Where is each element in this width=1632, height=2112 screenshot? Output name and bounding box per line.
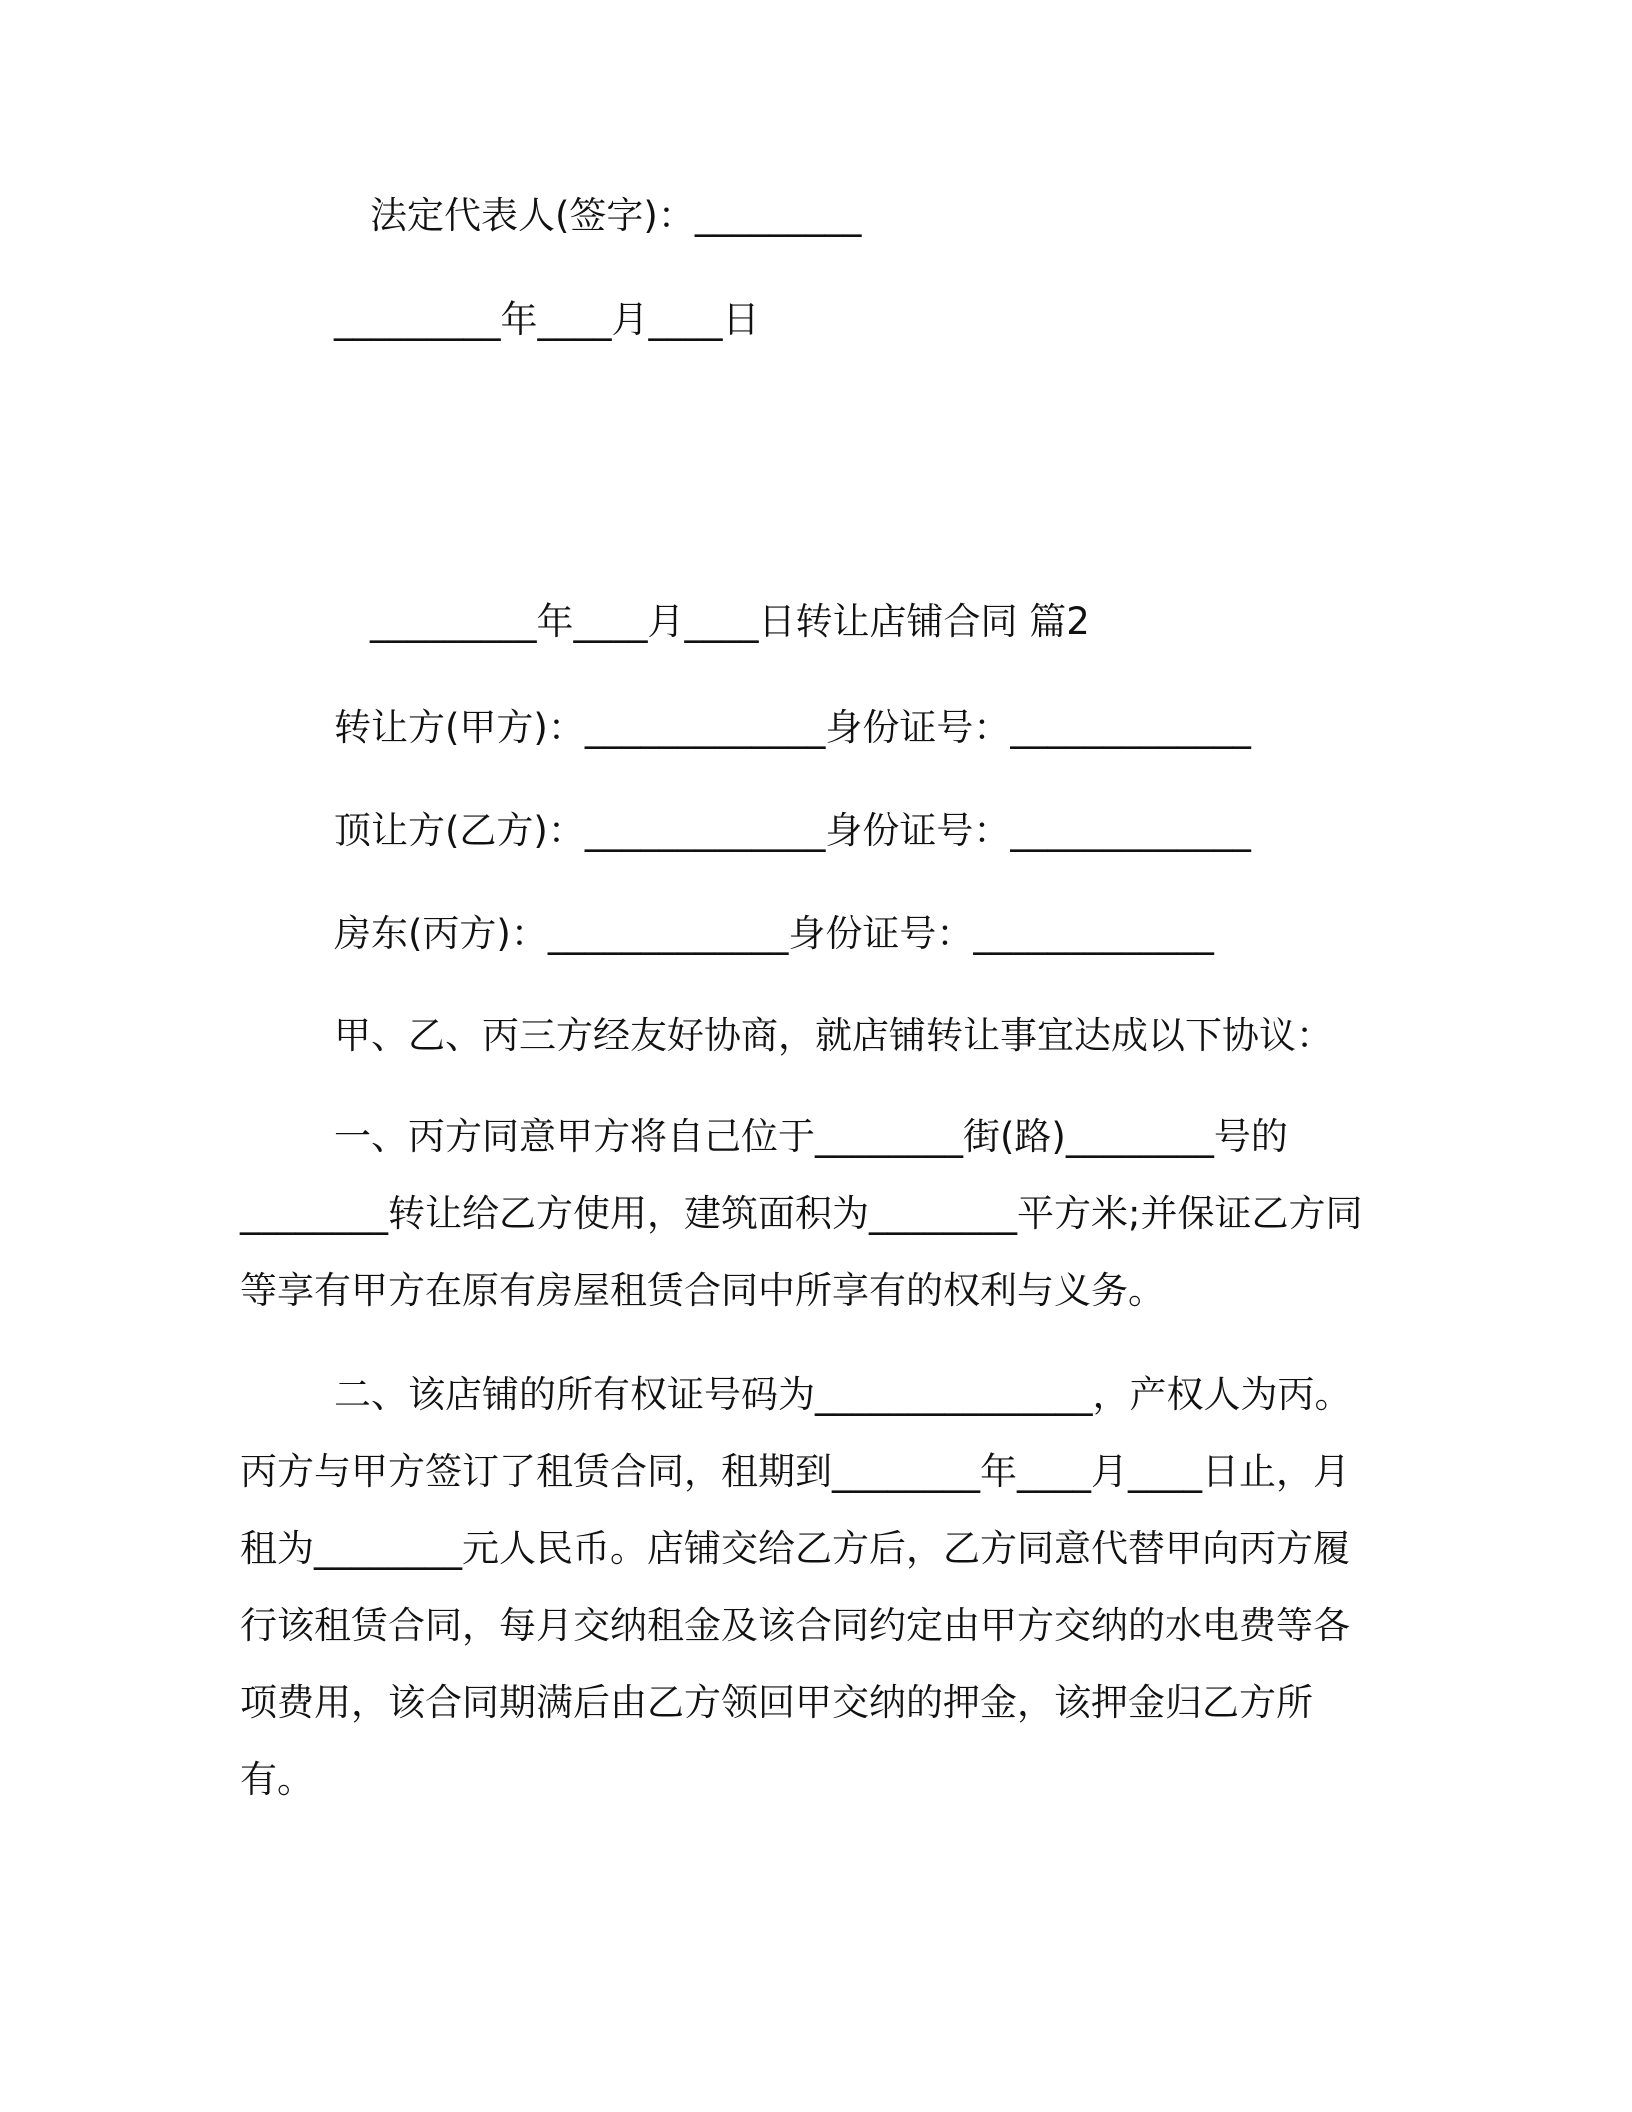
contract-title: _________年____月____日转让店铺合同 篇2 <box>370 600 1090 643</box>
legal-representative-signature-line: 法定代表人(签字)：_________ <box>370 194 862 237</box>
clause-1: 一、丙方同意甲方将自己位于________街(路)________号的________转让给乙方使用，建筑面积为________平方米;并保证乙方同等享有甲方在原有房屋租赁合同中所享有的权利与义务。 <box>240 1115 1363 1312</box>
clause-2: 二、该店铺的所有权证号码为_______________，产权人为丙。丙方与甲方签订了租赁合同，租期到________年____月____日止，月租为________元人民币。店铺交给乙方后，乙方同意代替甲向丙方履行该租赁合同，每月交纳租金及该合同约定由甲方交纳的水电费等各项费用，该合同期满后由乙方领回甲交纳的押金，该押金归乙方所有。 <box>240 1373 1352 1801</box>
signature-date-line: _________年____月____日 <box>334 298 760 341</box>
agreement-intro: 甲、乙、丙三方经友好协商，就店铺转让事宜达成以下协议： <box>334 1014 1333 1057</box>
party-c-line: 房东(丙方)：_____________身份证号：_____________ <box>334 912 1214 955</box>
party-b-line: 顶让方(乙方)：_____________身份证号：_____________ <box>334 809 1251 852</box>
party-a-line: 转让方(甲方)：_____________身份证号：_____________ <box>334 706 1251 749</box>
